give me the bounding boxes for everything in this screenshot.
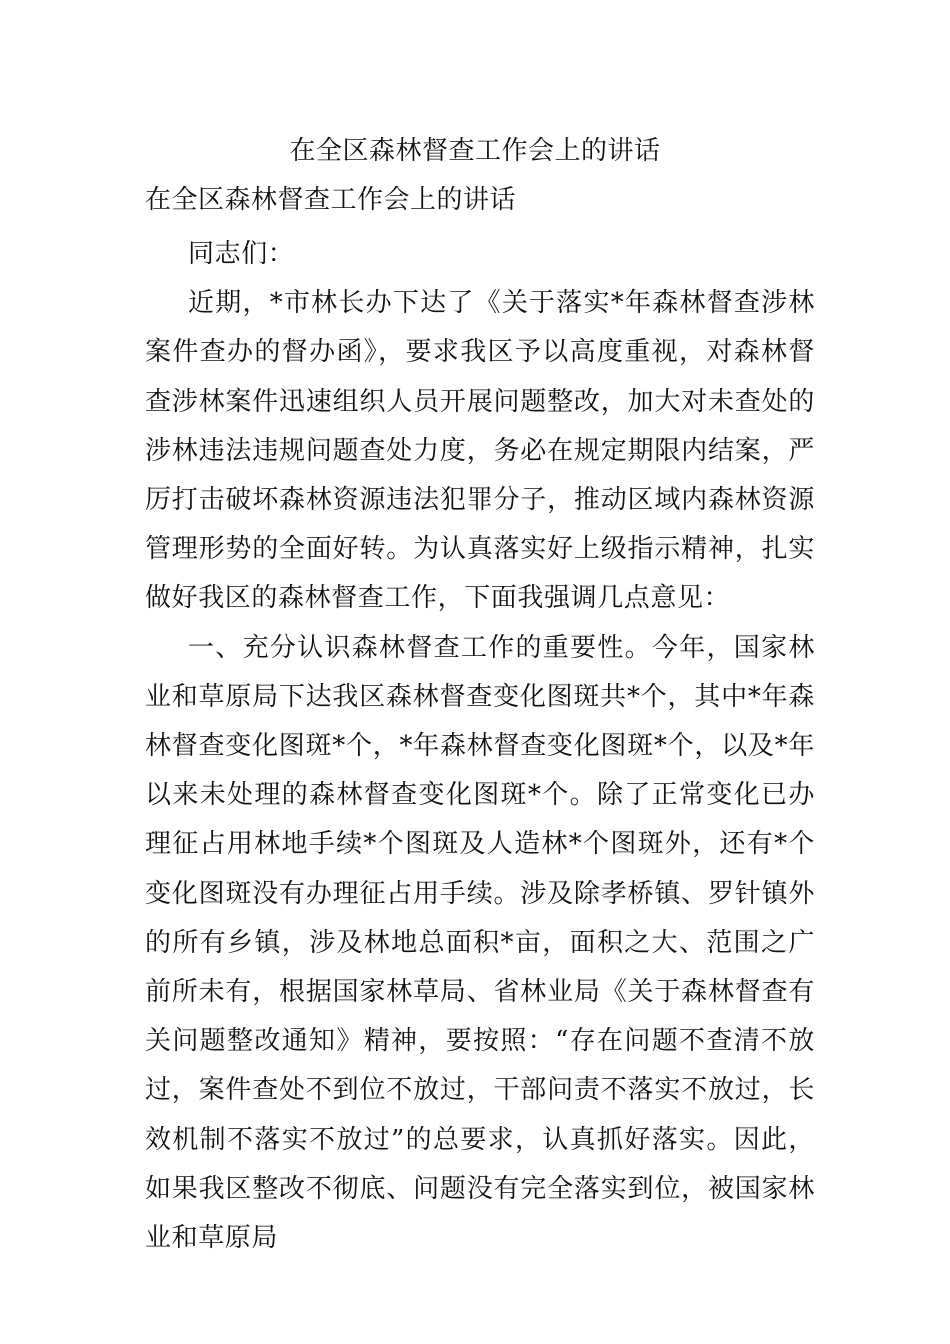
paragraph-section-one: 一、充分认识森林督查工作的重要性。今年，国家林业和草原局下达我区森林督查变化图斑共*个，其中*年森林督查变化图斑*个，*年森林督查变化图斑*个，以及*年以来未处理的森林督查变化图斑*个。除了正常变化已办理征占用林地手续*个图斑及人造林*个图斑外，还有*个变化图斑没有办理征占用手续。涉及除孝桥镇、罗针镇外的所有乡镇，涉及林地总面积*亩，面积之大、范围之广前所未有，根据国家林草局、省林业局《关于森林督查有关问题整改通知》精神，要按照：“存在问题不查清不放过，案件查处不到位不放过，干部问责不落实不放过，长效机制不落实不放过”的总要求，认真抓好落实。因此，如果我区整改不彻底、问题没有完全落实到位，被国家林业和草原局 <box>145 632 815 1254</box>
document-title: 在全区森林督查工作会上的讲话 <box>289 136 661 166</box>
document-subtitle: 在全区森林督查工作会上的讲话 <box>145 185 517 215</box>
greeting: 同志们： <box>188 239 295 269</box>
document-body <box>145 230 815 1263</box>
paragraph-intro: 近期，*市林长办下达了《关于落实*年森林督查涉林案件查办的督办函》，要求我区予以高度重视，对森林督查涉林案件迅速组织人员开展问题整改，加大对未查处的涉林违法违规问题查处力度，务必在规定期限内结案，严厉打击破坏森林资源违法犯罪分子，推动区域内森林资源管理形势的全面好转。为认真落实好上级指示精神，扎实做好我区的森林督查工作，下面我强调几点意见： <box>145 288 815 614</box>
